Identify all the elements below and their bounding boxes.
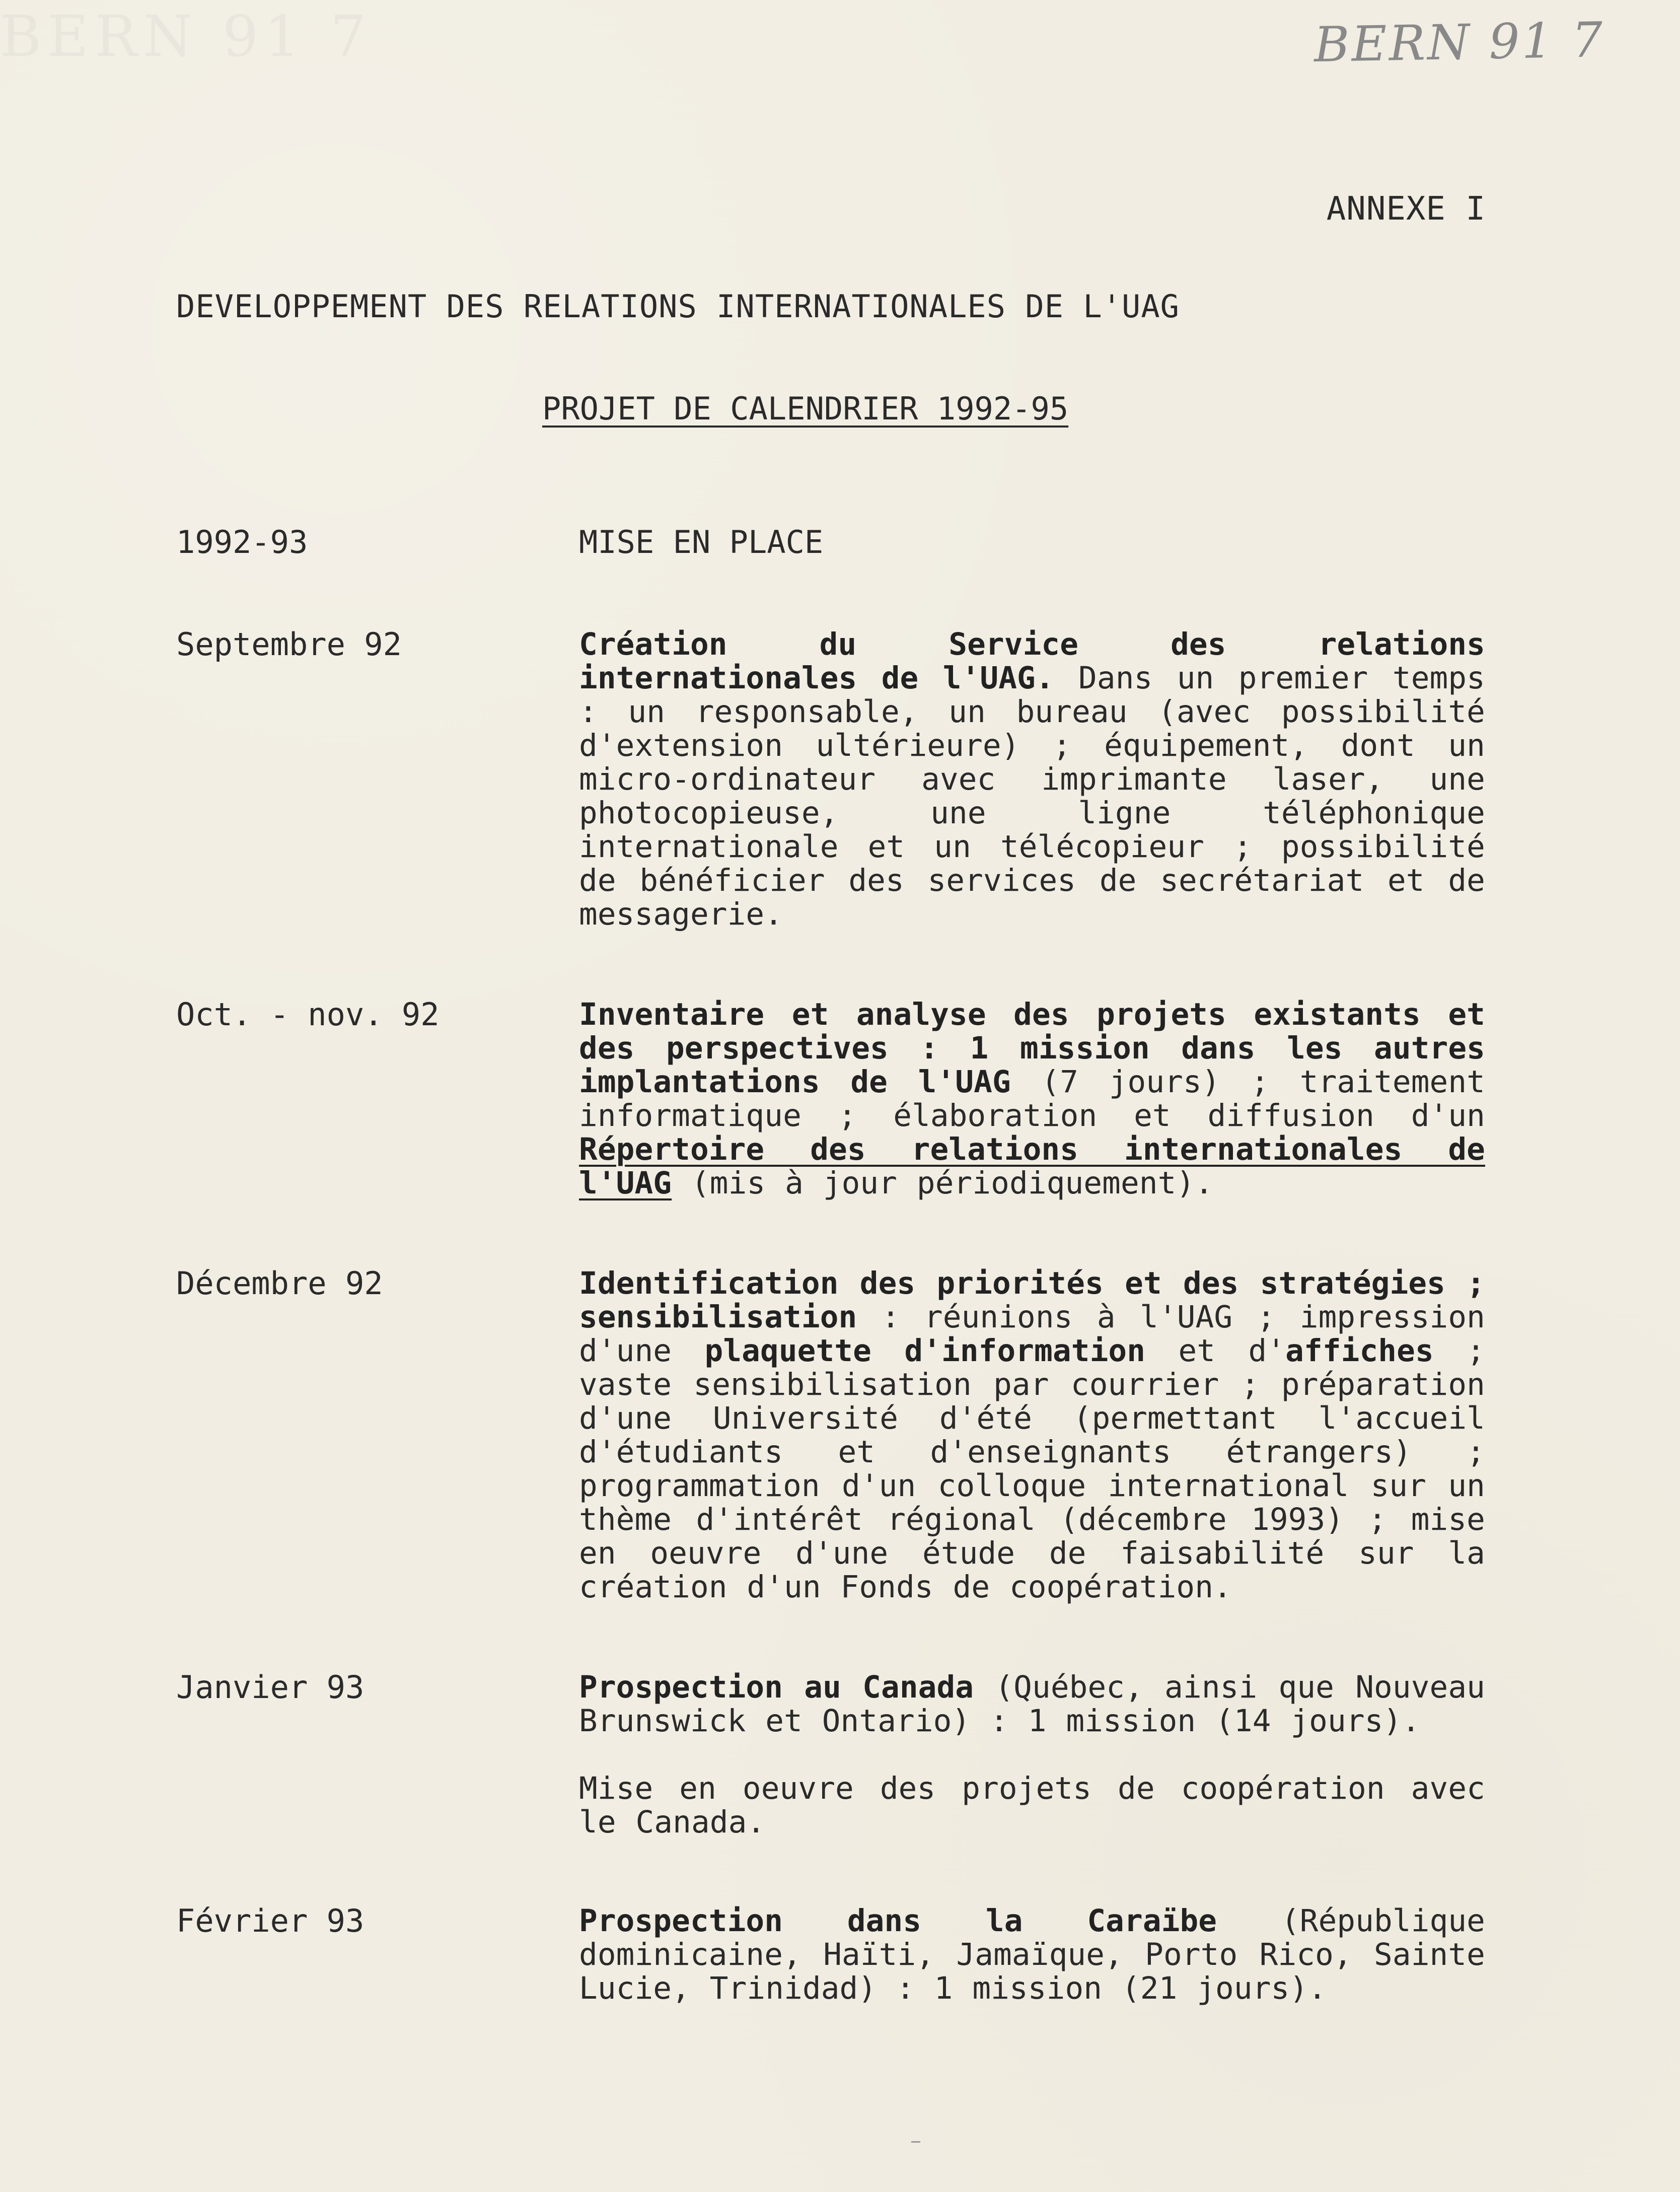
annex-label: ANNEXE I [1326,190,1486,228]
entry-highlight-text: Prospection dans la Caraïbe [579,1903,1217,1939]
entry-body-text: Mise en oeuvre des projets de coopération avec le Canada. [579,1771,1485,1840]
entry-body-text: ; vaste sensibilisation par courrier ; préparation d'une Université d'été (permettant l'accueil d'étudiants et d'enseignants étrangers) ; programmation d'un colloque international sur un thème d'intérêt régional (décembre 1993) ; mise en oeuvre d'une étude de faisabilité sur la création d'un Fonds de coopération. [579,1333,1486,1605]
entry-paragraph [579,1670,1485,1738]
entry-paragraph [579,1266,1485,1604]
entry-highlight-text: Identification des priorités et des stratégies ; sensibilisation [579,1265,1485,1335]
entry-body-text: (Québec, ainsi que Nouveau Brunswick et Ontario) : 1 mission (14 jours). [579,1669,1485,1739]
entry-paragraph [579,1772,1485,1839]
entry-highlight-text: Prospection au Canada [579,1669,974,1705]
entry-content [579,1904,1485,2005]
document-subtitle: PROJET DE CALENDRIER 1992-95 [542,390,1069,427]
calendar-entry [176,1266,1485,1604]
calendar-entry [176,998,1485,1200]
footer-mark [911,2141,920,2143]
entry-date: Oct. - nov. 92 [176,996,440,1033]
calendar-entry [176,1670,1485,1839]
section-year: 1992-93 [176,524,308,560]
section-title: MISE EN PLACE [579,524,824,560]
entry-body-text: et d' [1145,1333,1286,1369]
document-title: DEVELOPPEMENT DES RELATIONS INTERNATIONALES DE L'UAG [176,288,1180,325]
entry-paragraph [579,998,1485,1200]
entry-body-text: Dans un premier temps : un responsable, un bureau (avec possibilité d'extension ultérieure) ; équipement, dont un micro-ordinateur avec imprimante laser, une photocopieuse, une ligne téléphonique internationale et un télécopieur ; possibilité de bénéficier des services de secrétariat et de messagerie. [579,660,1485,932]
faint-handwritten-note: BERN 91 7 [0,4,373,69]
entry-body-text: (République dominicaine, Haïti, Jamaïque, Porto Rico, Sainte Lucie, Trinidad) : 1 mission (21 jours). [579,1903,1485,2006]
directory-title: Répertoire des relations internationales de l'UAG [579,1132,1485,1201]
entry-content [579,1670,1485,1839]
entry-content [579,998,1485,1200]
entry-date: Janvier 93 [176,1669,364,1706]
entry-date: Décembre 92 [176,1265,383,1302]
entry-highlight-text: Création du Service des relations internationales de l'UAG. [579,626,1485,696]
entry-date: Septembre 92 [176,626,402,663]
entry-content [579,1266,1485,1604]
calendar-entry [176,1904,1485,2005]
entry-paragraph [579,1904,1485,2005]
calendar-entry [176,627,1485,931]
entry-date: Février 93 [176,1902,364,1939]
entry-content [579,627,1485,931]
entry-highlight-text: Inventaire et analyse des projets existants et des perspectives : 1 mission dans les autres implantations de l'UAG [579,997,1485,1100]
entry-paragraph [579,627,1485,931]
entry-highlight-text: affiches [1285,1333,1434,1369]
entry-body-text: (7 jours) ; traitement informatique ; élaboration et diffusion d'un [579,1064,1485,1134]
entry-body-text: (mis à jour périodiquement). [672,1165,1214,1201]
entry-body-text: : réunions à l'UAG ; impression d'une [579,1299,1485,1369]
handwritten-reference-note: BERN 91 7 [1313,11,1605,74]
entry-highlight-text: plaquette d'information [704,1333,1146,1369]
